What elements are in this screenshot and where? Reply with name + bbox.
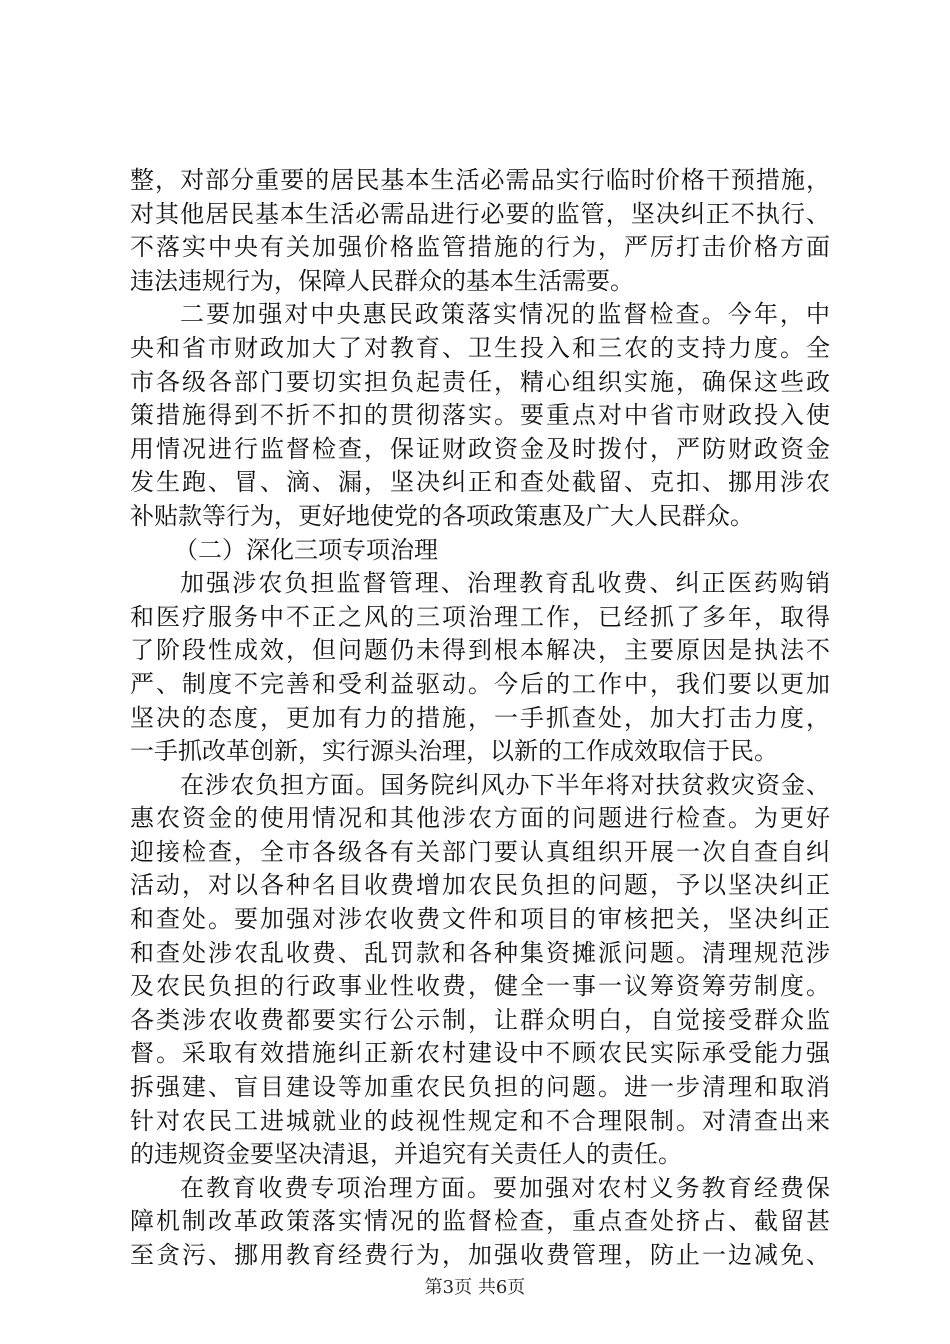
- text-line: 在涉农负担方面。国务院纠风办下半年将对扶贫救灾资金、: [180, 770, 830, 799]
- section-heading: （二）深化三项专项治理: [174, 535, 438, 564]
- text-line: 和查处涉农乱收费、乱罚款和各种集资摊派问题。清理规范涉: [130, 938, 830, 967]
- text-line: 障机制改革政策落实情况的监督检查，重点查处挤占、截留甚: [130, 1207, 830, 1236]
- text-line: 拆强建、盲目建设等加重农民负担的问题。进一步清理和取消: [130, 1073, 830, 1102]
- text-line: 针对农民工进城就业的歧视性规定和不合理限制。对清查出来: [130, 1106, 830, 1135]
- text-line: 惠农资金的使用情况和其他涉农方面的问题进行检查。为更好: [130, 804, 830, 833]
- text-line: 督。采取有效措施纠正新农村建设中不顾农民实际承受能力强: [130, 1039, 830, 1068]
- text-line: 活动，对以各种名目收费增加农民负担的问题，予以坚决纠正: [130, 871, 830, 900]
- text-line: 发生跑、冒、滴、漏，坚决纠正和查处截留、克扣、挪用涉农: [130, 468, 830, 497]
- text-line: 央和省市财政加大了对教育、卫生投入和三农的支持力度。全: [130, 333, 830, 362]
- text-line: 市各级各部门要切实担负起责任，精心组织实施，确保这些政: [130, 367, 830, 396]
- text-line: 在教育收费专项治理方面。要加强对农村义务教育经费保: [180, 1173, 830, 1202]
- text-line: 补贴款等行为，更好地使党的各项政策惠及广大人民群众。: [130, 501, 754, 530]
- text-line: 整，对部分重要的居民基本生活必需品实行临时价格干预措施，: [130, 166, 830, 194]
- text-line: 策措施得到不折不扣的贯彻落实。要重点对中省市财政投入使: [130, 401, 830, 430]
- text-line: 迎接检查，全市各级各有关部门要认真组织开展一次自查自纠: [130, 837, 830, 866]
- document-body: [130, 164, 830, 1273]
- text-line: 二要加强对中央惠民政策落实情况的监督检查。今年，中: [180, 300, 830, 329]
- text-line: 至贪污、挪用教育经费行为，加强收费管理，防止一边减免、: [130, 1241, 830, 1269]
- text-line: 对其他居民基本生活必需品进行必要的监管，坚决纠正不执行、: [130, 199, 830, 228]
- text-line: 严、制度不完善和受利益驱动。今后的工作中，我们要以更加: [130, 669, 830, 698]
- text-line: 各类涉农收费都要实行公示制，让群众明白，自觉接受群众监: [130, 1005, 830, 1034]
- page-number: 第3页 共6页: [424, 1277, 526, 1298]
- text-line: 坚决的态度，更加有力的措施，一手抓查处，加大打击力度，: [130, 703, 830, 732]
- text-line: 和查处。要加强对涉农收费文件和项目的审核把关，坚决纠正: [130, 905, 830, 934]
- text-line: 的违规资金要坚决清退，并追究有关责任人的责任。: [130, 1140, 682, 1169]
- text-line: 加强涉农负担监督管理、治理教育乱收费、纠正医药购销: [180, 569, 830, 598]
- text-line: 用情况进行监督检查，保证财政资金及时拨付，严防财政资金: [130, 434, 830, 463]
- text-line: 了阶段性成效，但问题仍未得到根本解决，主要原因是执法不: [130, 636, 830, 665]
- text-line: 和医疗服务中不正之风的三项治理工作，已经抓了多年，取得: [130, 602, 830, 631]
- text-line: 一手抓改革创新，实行源头治理，以新的工作成效取信于民。: [130, 737, 778, 766]
- text-line: 及农民负担的行政事业性收费，健全一事一议筹资筹劳制度。: [130, 972, 830, 1001]
- text-line: 不落实中央有关加强价格监管措施的行为，严厉打击价格方面: [130, 233, 830, 262]
- text-line: 违法违规行为，保障人民群众的基本生活需要。: [130, 266, 634, 295]
